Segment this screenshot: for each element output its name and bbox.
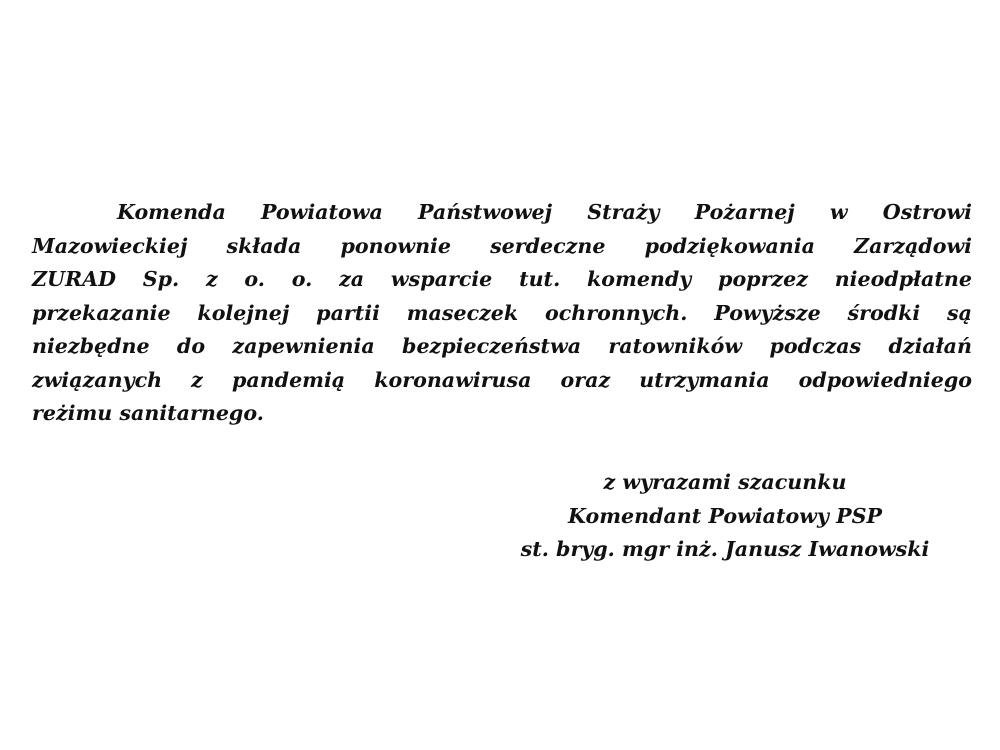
body-line: Mazowieckiej składa ponownie serdeczne podziękowania Zarządowi	[32, 233, 972, 258]
body-line: ZURAD Sp. z o. o. za wsparcie tut. komendy poprzez nieodpłatne	[32, 267, 972, 291]
body-line: Komenda Powiatowa Państwowej Straży Pożarnej w Ostrowi	[117, 200, 972, 224]
body-line: związanych z pandemią koronawirusa oraz utrzymania odpowiedniego	[32, 367, 972, 392]
letter-body	[32, 196, 972, 431]
body-line: reżimu sanitarnego.	[32, 401, 264, 425]
closing-text: z wyrazami szacunku	[603, 470, 847, 494]
signature-block	[500, 466, 950, 567]
body-line: niezbędne do zapewnienia bezpieczeństwa ratowników podczas działań	[32, 334, 972, 358]
signer-title: Komendant Powiatowy PSP	[568, 503, 882, 528]
body-line: przekazanie kolejnej partii maseczek ochronnych. Powyższe środki są	[32, 300, 972, 325]
signer-name: st. bryg. mgr inż. Janusz Iwanowski	[520, 537, 930, 561]
